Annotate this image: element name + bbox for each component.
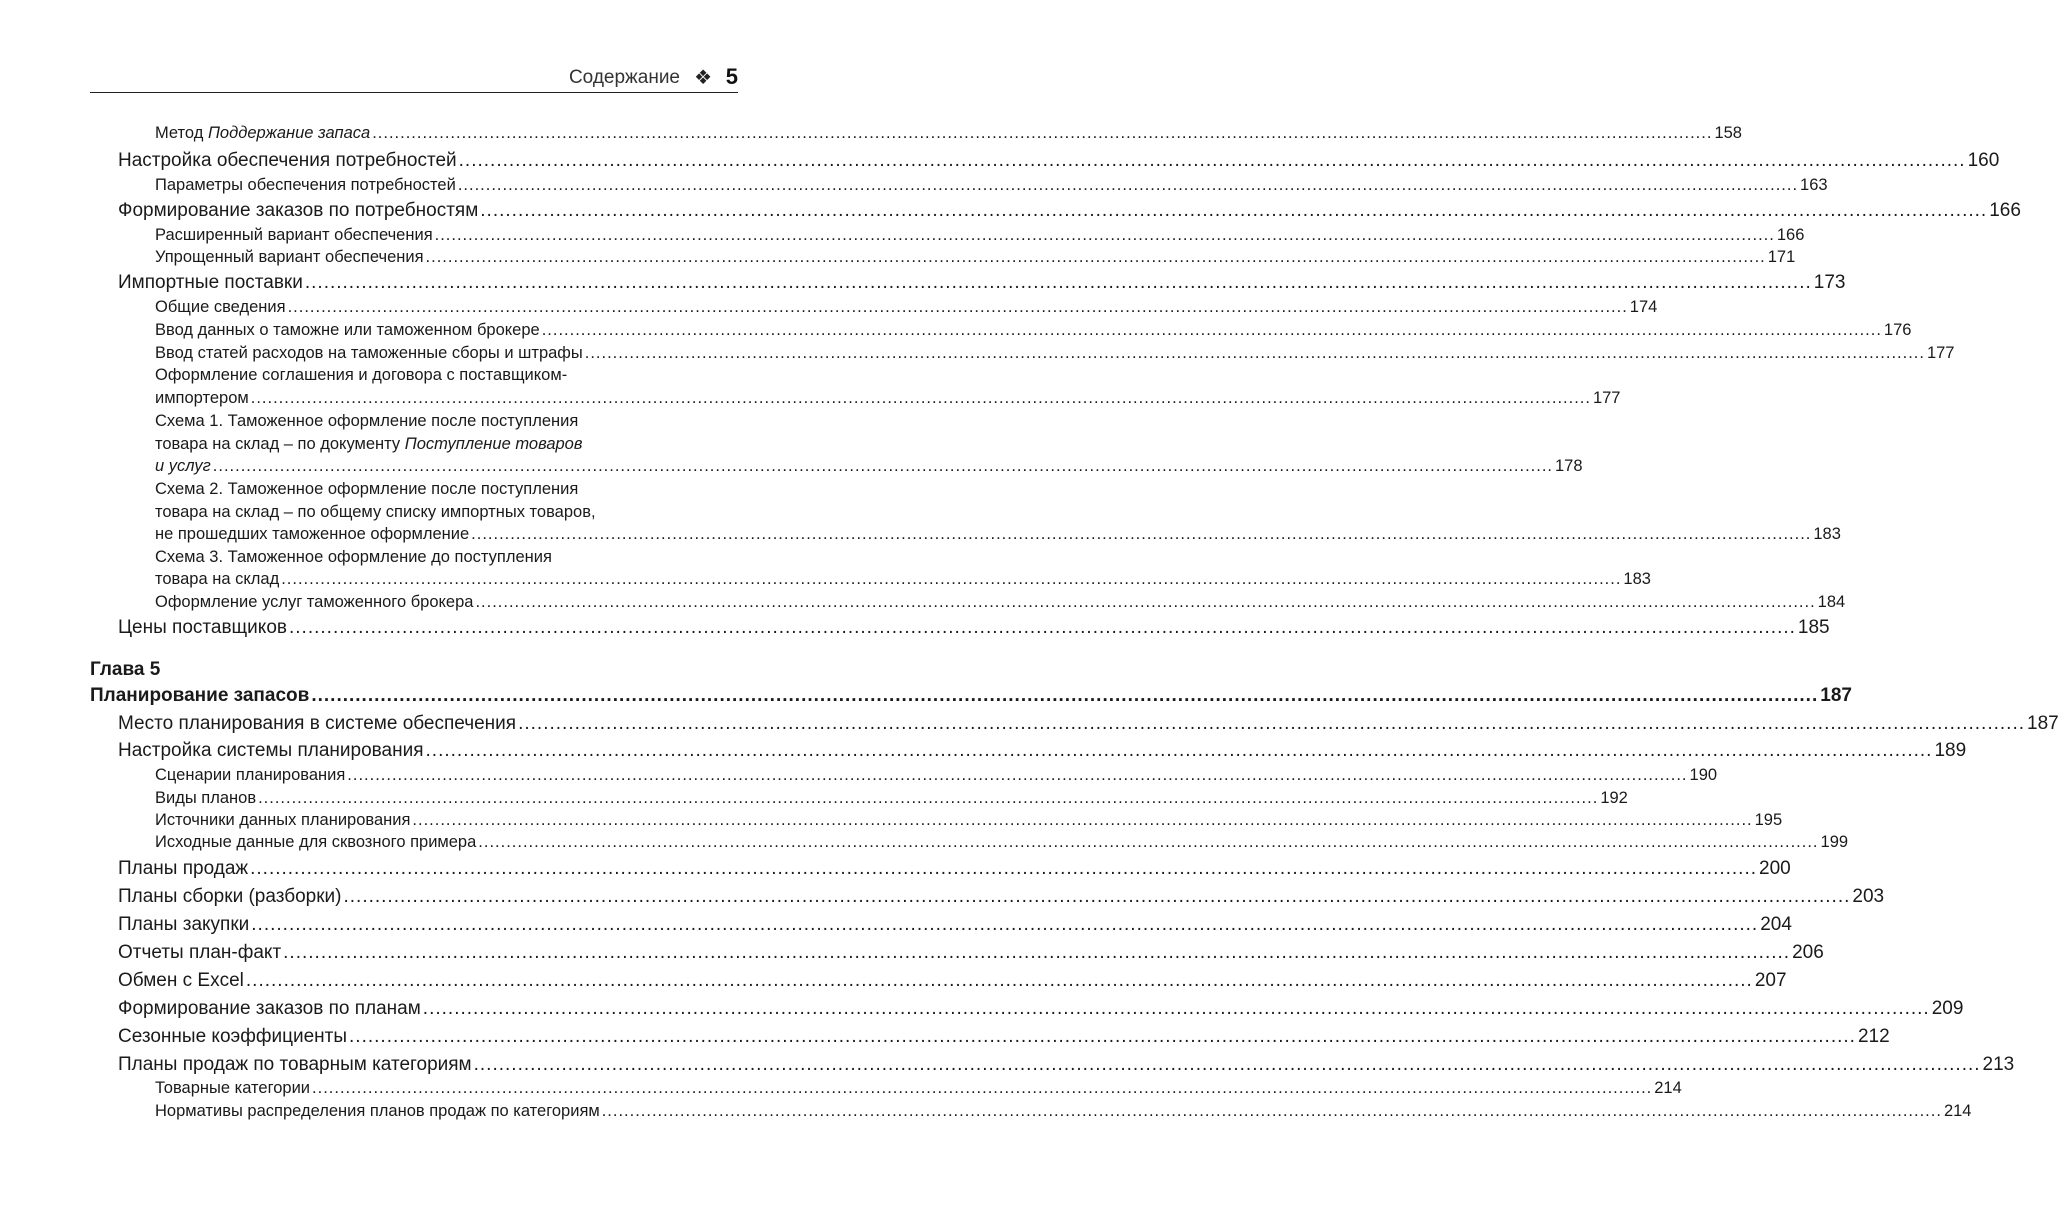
toc-entry[interactable]: [155, 593, 1846, 612]
toc-entry-first-line: Схема 3. Таможенное оформление до поступления: [155, 548, 552, 566]
toc-entry-page: 189: [1934, 740, 1967, 761]
leader-dots: [311, 685, 1818, 707]
toc-entry[interactable]: [118, 200, 2021, 222]
toc-entry-page: 212: [1857, 1026, 1890, 1047]
toc-entry[interactable]: [118, 150, 2000, 172]
toc-entry-page: 183: [1813, 525, 1841, 543]
leader-dots: [426, 248, 1766, 267]
toc-entry-title: Нормативы распределения планов продаж по категориям: [155, 1102, 600, 1120]
toc-entry[interactable]: [155, 1079, 1682, 1098]
leader-dots: [349, 1026, 1856, 1048]
toc-entry-page: 184: [1817, 593, 1846, 611]
toc-entry-page: 187: [1820, 685, 1852, 706]
toc-entry[interactable]: [155, 389, 1621, 408]
toc-entry-page: 174: [1629, 298, 1658, 316]
diamond-ornament-icon: ❖: [694, 67, 712, 89]
toc-entry-page: 173: [1813, 272, 1846, 293]
toc-entry-title: Общие сведения: [155, 298, 286, 316]
toc-entry-title: Расширенный вариант обеспечения: [155, 226, 433, 244]
leader-dots: [347, 766, 1687, 785]
toc-entry-page: 163: [1800, 176, 1828, 194]
toc-entry[interactable]: [118, 970, 1787, 992]
toc-entry-title: Планирование запасов: [90, 685, 310, 706]
toc-entry-chapter-title[interactable]: [90, 685, 1852, 707]
leader-dots: [251, 914, 1758, 936]
toc-entry-title: импортером: [155, 389, 249, 407]
toc-entry-title: Параметры обеспечения потребностей: [155, 176, 456, 194]
toc-entry-page: 160: [1967, 150, 2000, 171]
toc-entry-page: 192: [1600, 789, 1628, 807]
leader-dots: [343, 886, 1850, 908]
toc-entry-page: 214: [1943, 1102, 1972, 1120]
toc-entry-title: Упрощенный вариант обеспечения: [155, 248, 424, 266]
toc-entry[interactable]: [118, 942, 1824, 964]
leader-dots: [288, 298, 1628, 317]
toc-entry[interactable]: [118, 617, 1830, 639]
toc-entry-title: Исходные данные для сквозного примера: [155, 833, 477, 851]
toc-entry-first-line: Схема 2. Таможенное оформление после поступления: [155, 480, 579, 498]
leader-dots: [458, 176, 1798, 195]
toc-entry-title: Оформление услуг таможенного брокера: [155, 593, 474, 611]
leader-dots: [480, 200, 1987, 222]
toc-entry-page: 171: [1767, 248, 1796, 266]
toc-entry-page: 204: [1760, 914, 1792, 935]
toc-entry-page: 177: [1926, 344, 1955, 362]
toc-entry-page: 203: [1852, 886, 1885, 907]
toc-entry-page: 195: [1754, 811, 1783, 829]
toc-entry-page: 187: [2027, 713, 2059, 734]
toc-entry-page: 214: [1654, 1079, 1682, 1097]
toc-entry[interactable]: [118, 1026, 1890, 1048]
toc-entry[interactable]: [155, 321, 1912, 340]
toc-entry[interactable]: [118, 914, 1792, 936]
leader-dots: [305, 272, 1812, 294]
leader-dots: [251, 389, 1591, 408]
toc-entry-title: Планы продаж: [118, 858, 249, 879]
toc-entry[interactable]: [155, 226, 1805, 245]
toc-entry-title: Формирование заказов по потребностям: [118, 200, 479, 221]
toc-entry-page: 158: [1714, 124, 1742, 142]
toc-entry[interactable]: [155, 833, 1849, 852]
leader-dots: [250, 858, 1757, 880]
toc-entry-page: 185: [1797, 617, 1830, 638]
toc-entry-page: 176: [1883, 321, 1912, 339]
leader-dots: [258, 789, 1598, 808]
leader-dots: [213, 457, 1553, 476]
leader-dots: [471, 525, 1811, 544]
toc-entry-title: Место планирования в системе обеспечения: [118, 713, 517, 734]
toc-entry-title: товара на склад: [155, 570, 280, 588]
toc-entry-title: Настройка системы планирования: [118, 740, 424, 761]
toc-entry-first-line: Схема 1. Таможенное оформление после поступления: [155, 412, 579, 430]
toc-entry-page: 207: [1754, 970, 1787, 991]
leader-dots: [289, 617, 1796, 639]
toc-entry-title: Планы закупки: [118, 914, 250, 935]
leader-dots: [372, 124, 1712, 143]
toc-entry[interactable]: [155, 1102, 1972, 1121]
toc-entry[interactable]: [118, 998, 1964, 1020]
toc-entry[interactable]: [155, 766, 1718, 785]
toc-entry-title: Планы сборки (разборки): [118, 886, 342, 907]
toc-entry[interactable]: [155, 298, 1658, 317]
toc-entry[interactable]: [118, 272, 1846, 294]
toc-entry-second-line: товара на склад – по общему списку импортных товаров,: [155, 503, 596, 521]
toc-entry-title: Источники данных планирования: [155, 811, 411, 829]
leader-dots: [435, 226, 1775, 245]
toc-entry[interactable]: [155, 525, 1841, 544]
leader-dots: [423, 998, 1930, 1020]
toc-entry-title: Сценарии планирования: [155, 766, 346, 784]
toc-entry-title: и услуг: [155, 457, 211, 475]
chapter-label: Глава 5: [90, 659, 161, 680]
toc-entry-page: 206: [1792, 942, 1824, 963]
toc-entry-title: не прошедших таможенное оформление: [155, 525, 470, 543]
toc-entry-page: 213: [1982, 1054, 2015, 1075]
leader-dots: [412, 811, 1752, 830]
toc-entry[interactable]: [155, 811, 1783, 830]
toc-entry[interactable]: [118, 858, 1791, 880]
toc-entry[interactable]: [155, 789, 1628, 808]
toc-entry-title: Виды планов: [155, 789, 257, 807]
toc-entry-title: Сезонные коэффициенты: [118, 1026, 348, 1047]
leader-dots: [459, 150, 1966, 172]
running-header: [90, 64, 738, 93]
toc-entry-title: Настройка обеспечения потребностей: [118, 150, 457, 171]
toc-entry-first-line: Оформление соглашения и договора с поставщиком-: [155, 366, 568, 384]
leader-dots: [475, 593, 1815, 612]
leader-dots: [246, 970, 1753, 992]
toc-entry[interactable]: [155, 570, 1651, 589]
toc-entry-page: 199: [1820, 833, 1849, 851]
leader-dots: [312, 1079, 1652, 1098]
leader-dots: [542, 321, 1882, 340]
toc-entry-title: Обмен с Excel: [118, 970, 244, 991]
leader-dots: [585, 344, 1925, 363]
toc-entry-page: 209: [1931, 998, 1964, 1019]
toc-entry[interactable]: [155, 176, 1828, 195]
toc-entry[interactable]: [155, 457, 1583, 476]
toc-entry-second-line: товара на склад – по документу Поступление товаров: [155, 435, 583, 453]
header-section-title: Содержание: [568, 67, 680, 88]
toc-entry-page: 177: [1592, 389, 1621, 407]
leader-dots: [602, 1102, 1942, 1121]
leader-dots: [518, 713, 2025, 735]
leader-dots: [281, 570, 1621, 589]
toc-entry-title: Ввод данных о таможне или таможенном брокере: [155, 321, 540, 339]
leader-dots: [283, 942, 1790, 964]
toc-entry-title: Цены поставщиков: [118, 617, 287, 638]
toc-entry-title: Отчеты план-факт: [118, 942, 282, 963]
toc-entry-page: 166: [1989, 200, 2021, 221]
toc-entry[interactable]: [118, 886, 1885, 908]
header-page-number: 5: [725, 64, 738, 89]
leader-dots: [426, 740, 1933, 762]
toc-entry-page: 190: [1689, 766, 1718, 784]
leader-dots: [474, 1054, 1981, 1076]
toc-entry-title: Планы продаж по товарным категориям: [118, 1054, 472, 1075]
toc-entry-page: 183: [1623, 570, 1651, 588]
toc-entry[interactable]: [118, 740, 1967, 762]
toc-entry-title: Товарные категории: [155, 1079, 311, 1097]
toc-entry[interactable]: [155, 344, 1955, 363]
toc-entry-title: Ввод статей расходов на таможенные сборы и штрафы: [155, 344, 583, 362]
toc-entry[interactable]: [155, 248, 1796, 267]
toc-entry[interactable]: [118, 713, 2059, 735]
toc-entry-page: 200: [1759, 858, 1791, 879]
toc-entry-title: Импортные поставки: [118, 272, 303, 293]
toc-entry-title: Метод Поддержание запаса: [155, 124, 371, 142]
leader-dots: [478, 833, 1818, 852]
toc-entry-page: 178: [1555, 457, 1583, 475]
toc-entry[interactable]: [155, 124, 1742, 143]
toc-entry-page: 166: [1776, 226, 1805, 244]
toc-entry-title: Формирование заказов по планам: [118, 998, 421, 1019]
toc-entry[interactable]: [118, 1054, 2015, 1076]
